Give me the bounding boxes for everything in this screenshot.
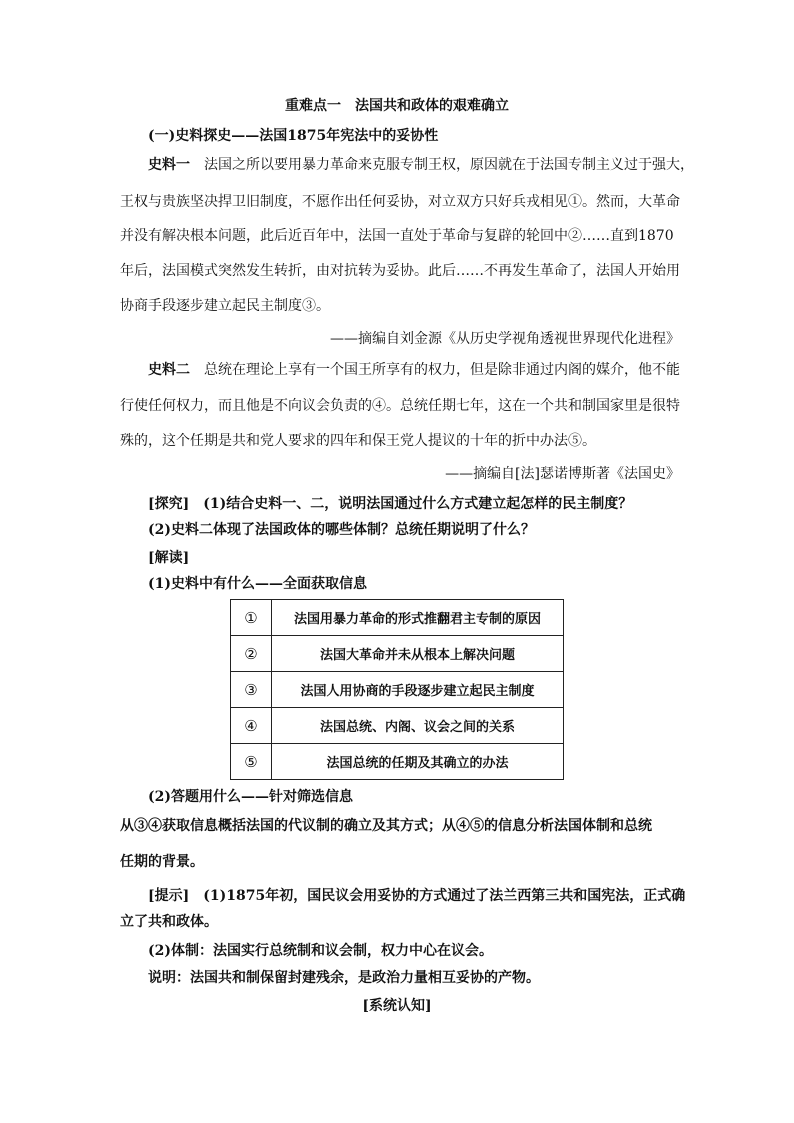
table-row: ① 法国用暴力革命的形式推翻君主专制的原因 bbox=[231, 600, 564, 636]
hint-line3: (2)体制：法国实行总统制和议会制，权力中心在议会。 bbox=[148, 943, 493, 959]
table-row: ④ 法国总统、内阁、议会之间的关系 bbox=[231, 708, 564, 744]
interpret-sub2: (2)答题用什么——针对筛选信息 bbox=[148, 789, 353, 805]
source1-line2: 王权与贵族坚决捍卫旧制度，不愿作出任何妥协，对立双方只好兵戎相见①。然而，大革命 bbox=[120, 194, 680, 210]
hint-line4: 说明：法国共和制保留封建残余，是政治力量相互妥协的产物。 bbox=[148, 970, 540, 986]
source1-line3: 并没有解决根本问题，此后近百年中，法国一直处于革命与复辟的轮回中②……直到1870 bbox=[120, 228, 674, 244]
source1-line5: 协商手段逐步建立起民主制度③。 bbox=[120, 298, 330, 314]
analysis-line2: 任期的背景。 bbox=[120, 854, 204, 870]
source2-line1: 史料二 总统在理论上享有一个国王所享有的权力，但是除非通过内阁的媒介，他不能 bbox=[148, 362, 680, 378]
source1-label: 史料一 bbox=[148, 157, 190, 173]
interpret-label: [解读] bbox=[148, 550, 190, 566]
section-heading: (一)史料探史——法国1875年宪法中的妥协性 bbox=[148, 128, 439, 144]
system-heading: [系统认知] bbox=[362, 998, 432, 1014]
source2-line3: 殊的，这个任期是共和党人要求的四年和保王党人提议的十年的折中办法⑤。 bbox=[120, 433, 596, 449]
analysis-line1: 从③④获取信息概括法国的代议制的确立及其方式；从④⑤的信息分析法国体制和总统 bbox=[120, 818, 652, 834]
hint-line2: 立了共和政体。 bbox=[120, 914, 218, 930]
source2-line2: 行使任何权力，而且他是不向议会负责的④。总统任期七年，这在一个共和制国家里是很特 bbox=[120, 398, 680, 414]
source1-citation: ——摘编自刘金源《从历史学视角透视世界现代化进程》 bbox=[330, 331, 680, 347]
table-row: ③ 法国人用协商的手段逐步建立起民主制度 bbox=[231, 672, 564, 708]
source1-line4: 年后，法国模式突然发生转折，由对抗转为妥协。此后……不再发生革命了，法国人开始用 bbox=[120, 263, 680, 279]
source1-line1: 史料一 法国之所以要用暴力革命来克服专制王权，原因就在于法国专制主义过于强大， bbox=[148, 157, 694, 173]
source2-citation: ——摘编自[法]瑟诺博斯著《法国史》 bbox=[445, 466, 680, 482]
explore-question-1: [探究] (1)结合史料一、二，说明法国通过什么方式建立起怎样的民主制度？ bbox=[148, 496, 633, 512]
page-title: 重难点一 法国共和政体的艰难确立 bbox=[285, 98, 509, 114]
source2-label: 史料二 bbox=[148, 362, 190, 378]
explore-question-2: (2)史料二体现了法国政体的哪些体制？总统任期说明了什么？ bbox=[148, 522, 535, 538]
interpret-sub1: (1)史料中有什么——全面获取信息 bbox=[148, 576, 367, 592]
table-row: ② 法国大革命并未从根本上解决问题 bbox=[231, 636, 564, 672]
hint-line1: [提示] (1)1875年初，国民议会用妥协的方式通过了法兰西第三共和国宪法，正式确 bbox=[148, 888, 686, 904]
info-table bbox=[230, 599, 564, 780]
table-row: ⑤ 法国总统的任期及其确立的办法 bbox=[231, 744, 564, 780]
